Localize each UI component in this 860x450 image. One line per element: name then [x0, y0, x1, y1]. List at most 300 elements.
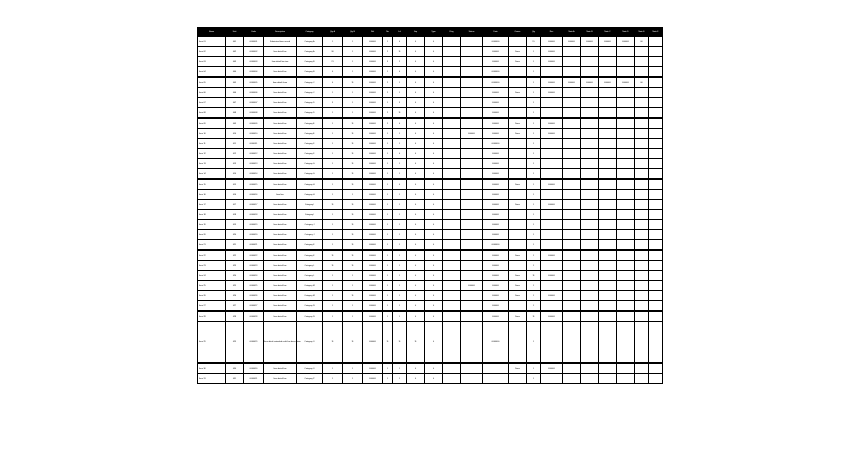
table-cell[interactable]: 0	[425, 230, 443, 240]
table-cell[interactable]: 11	[343, 220, 363, 230]
table-cell[interactable]: Item detail line	[264, 88, 297, 98]
table-cell[interactable]	[635, 250, 649, 261]
table-cell[interactable]	[635, 169, 649, 180]
table-cell[interactable]	[649, 281, 663, 291]
table-cell[interactable]: Item detail line	[264, 374, 297, 384]
table-cell[interactable]: 000000	[483, 88, 509, 98]
table-cell[interactable]: 000000	[483, 57, 509, 67]
table-cell[interactable]	[599, 88, 617, 98]
table-cell[interactable]	[635, 210, 649, 220]
table-cell[interactable]	[443, 281, 461, 291]
table-cell[interactable]	[509, 77, 527, 88]
table-cell[interactable]: Item detail line	[264, 149, 297, 159]
table-cell[interactable]: Item 06	[198, 88, 226, 98]
table-cell[interactable]	[649, 159, 663, 169]
table-cell[interactable]	[649, 57, 663, 67]
table-cell[interactable]: Category E	[297, 129, 323, 139]
table-cell[interactable]: 000000	[483, 47, 509, 57]
table-cell[interactable]: 027	[226, 301, 244, 312]
table-cell[interactable]	[617, 67, 635, 78]
table-cell[interactable]	[635, 149, 649, 159]
table-cell[interactable]	[509, 261, 527, 271]
table-cell[interactable]: 0	[425, 118, 443, 129]
table-cell[interactable]: 000000	[483, 220, 509, 230]
table-cell[interactable]: 0000015	[244, 179, 264, 190]
table-cell[interactable]	[599, 190, 617, 200]
table-cell[interactable]	[617, 179, 635, 190]
table-cell[interactable]: 0	[393, 179, 407, 190]
table-cell[interactable]: Item 02	[198, 47, 226, 57]
table-cell[interactable]	[541, 67, 563, 78]
table-cell[interactable]	[617, 190, 635, 200]
table-cell[interactable]	[581, 374, 599, 384]
table-cell[interactable]: 000000	[363, 98, 383, 108]
table-cell[interactable]: 0	[407, 149, 425, 159]
table-cell[interactable]: 000000	[483, 179, 509, 190]
table-cell[interactable]: 0	[425, 261, 443, 271]
table-cell[interactable]: 0000006	[244, 88, 264, 98]
table-cell[interactable]: Item detail line two	[264, 57, 297, 67]
table-cell[interactable]: 0000025	[244, 281, 264, 291]
table-cell[interactable]	[509, 301, 527, 312]
table-cell[interactable]	[563, 88, 581, 98]
table-cell[interactable]: Item detail line	[264, 210, 297, 220]
table-cell[interactable]	[581, 159, 599, 169]
table-cell[interactable]: 1	[343, 301, 363, 312]
table-cell[interactable]: Category N	[297, 311, 323, 322]
table-cell[interactable]: Category D	[297, 108, 323, 119]
table-cell[interactable]: Item 08	[198, 108, 226, 119]
table-cell[interactable]: 1	[383, 169, 393, 180]
table-cell[interactable]: Item 21	[198, 240, 226, 251]
table-cell[interactable]: 0	[407, 118, 425, 129]
table-cell[interactable]	[461, 261, 483, 271]
table-cell[interactable]	[541, 261, 563, 271]
table-cell[interactable]: 0	[407, 220, 425, 230]
table-cell[interactable]: 000000	[363, 77, 383, 88]
table-cell[interactable]	[541, 149, 563, 159]
table-cell[interactable]: 1	[527, 190, 541, 200]
table-cell[interactable]	[509, 98, 527, 108]
table-cell[interactable]	[509, 159, 527, 169]
table-cell[interactable]: 1	[393, 363, 407, 374]
column-header[interactable]: Owner	[509, 28, 527, 37]
table-cell[interactable]: Done	[509, 129, 527, 139]
table-cell[interactable]: Item 03	[198, 57, 226, 67]
table-cell[interactable]: 1	[383, 311, 393, 322]
table-cell[interactable]: 024	[226, 271, 244, 281]
table-cell[interactable]: Item detail line	[264, 159, 297, 169]
table-cell[interactable]	[635, 271, 649, 281]
table-cell[interactable]: 1	[527, 363, 541, 374]
table-cell[interactable]: 0000010	[244, 129, 264, 139]
table-cell[interactable]	[443, 139, 461, 149]
table-cell[interactable]	[563, 47, 581, 57]
table-cell[interactable]	[581, 281, 599, 291]
table-cell[interactable]	[461, 179, 483, 190]
table-cell[interactable]	[563, 129, 581, 139]
table-cell[interactable]: 1	[527, 301, 541, 312]
table-cell[interactable]: Done	[509, 118, 527, 129]
table-cell[interactable]: 0	[323, 77, 343, 88]
table-cell[interactable]	[649, 311, 663, 322]
table-cell[interactable]	[541, 169, 563, 180]
table-cell[interactable]: Done	[509, 311, 527, 322]
table-cell[interactable]	[649, 291, 663, 301]
table-cell[interactable]: Done	[509, 179, 527, 190]
table-cell[interactable]: 1	[527, 220, 541, 230]
table-cell[interactable]	[581, 322, 599, 364]
table-cell[interactable]: 000000	[363, 250, 383, 261]
table-cell[interactable]: 11	[527, 311, 541, 322]
column-header[interactable]: Note B	[581, 28, 599, 37]
table-cell[interactable]: 000000	[541, 291, 563, 301]
table-cell[interactable]: 3	[383, 57, 393, 67]
table-cell[interactable]	[443, 200, 461, 210]
table-cell[interactable]	[461, 88, 483, 98]
table-cell[interactable]: 0	[407, 240, 425, 251]
table-cell[interactable]: 011	[226, 139, 244, 149]
table-cell[interactable]: 1	[383, 179, 393, 190]
table-cell[interactable]: 1	[323, 291, 343, 301]
table-cell[interactable]: Item detail line	[264, 261, 297, 271]
table-cell[interactable]: 0000030	[244, 363, 264, 374]
table-cell[interactable]: Item 14	[198, 169, 226, 180]
table-cell[interactable]	[461, 47, 483, 57]
column-header[interactable]: Qty	[527, 28, 541, 37]
table-cell[interactable]: 0	[407, 169, 425, 180]
column-header[interactable]: Grp	[407, 28, 425, 37]
table-cell[interactable]: 000000	[363, 139, 383, 149]
table-cell[interactable]: Item detail extended multi line description	[264, 322, 297, 364]
table-cell[interactable]	[617, 47, 635, 57]
table-cell[interactable]: 029	[226, 322, 244, 364]
table-cell[interactable]	[617, 240, 635, 251]
table-cell[interactable]: 000000	[483, 281, 509, 291]
table-cell[interactable]	[581, 220, 599, 230]
table-cell[interactable]: 1	[383, 281, 393, 291]
table-cell[interactable]: 1	[383, 291, 393, 301]
table-cell[interactable]	[581, 230, 599, 240]
table-cell[interactable]: 1	[393, 261, 407, 271]
table-cell[interactable]	[563, 149, 581, 159]
table-cell[interactable]: Category D	[297, 98, 323, 108]
table-cell[interactable]: 000000	[541, 200, 563, 210]
table-cell[interactable]	[635, 220, 649, 230]
table-cell[interactable]: 0	[393, 149, 407, 159]
table-cell[interactable]: Category H	[297, 190, 323, 200]
table-cell[interactable]: 000000	[541, 250, 563, 261]
table-cell[interactable]	[563, 374, 581, 384]
table-cell[interactable]	[443, 322, 461, 364]
table-cell[interactable]: 0	[407, 271, 425, 281]
table-cell[interactable]: 0	[425, 291, 443, 301]
table-cell[interactable]: 0000003	[244, 57, 264, 67]
table-cell[interactable]: 0	[425, 149, 443, 159]
table-cell[interactable]	[483, 374, 509, 384]
table-cell[interactable]: 1	[323, 271, 343, 281]
table-cell[interactable]: 000000	[581, 37, 599, 47]
table-cell[interactable]	[581, 108, 599, 119]
table-cell[interactable]: Item line	[264, 190, 297, 200]
table-cell[interactable]	[649, 374, 663, 384]
column-header[interactable]: Note E	[635, 28, 649, 37]
table-cell[interactable]: Item 30	[198, 363, 226, 374]
table-cell[interactable]: 1	[343, 190, 363, 200]
table-cell[interactable]	[461, 57, 483, 67]
table-cell[interactable]	[563, 159, 581, 169]
table-cell[interactable]: Item detail line	[264, 98, 297, 108]
table-cell[interactable]	[443, 311, 461, 322]
table-cell[interactable]: 008	[226, 108, 244, 119]
table-cell[interactable]: 1	[323, 230, 343, 240]
table-cell[interactable]: Category G	[297, 159, 323, 169]
table-cell[interactable]: 0	[407, 88, 425, 98]
table-cell[interactable]	[617, 322, 635, 364]
table-cell[interactable]: 026	[226, 291, 244, 301]
table-cell[interactable]	[509, 240, 527, 251]
table-cell[interactable]	[581, 139, 599, 149]
table-cell[interactable]: 1	[527, 88, 541, 98]
table-cell[interactable]: 1	[383, 250, 393, 261]
table-cell[interactable]	[461, 301, 483, 312]
table-cell[interactable]: 000000	[363, 200, 383, 210]
table-cell[interactable]	[599, 200, 617, 210]
table-cell[interactable]: 1	[393, 301, 407, 312]
table-cell[interactable]	[483, 363, 509, 374]
table-cell[interactable]: 0	[393, 118, 407, 129]
table-cell[interactable]: 000000	[483, 129, 509, 139]
table-cell[interactable]	[635, 301, 649, 312]
table-cell[interactable]: 1	[527, 291, 541, 301]
table-cell[interactable]: 30	[323, 47, 343, 57]
table-cell[interactable]: 0	[407, 159, 425, 169]
table-cell[interactable]	[581, 57, 599, 67]
table-cell[interactable]: 000000	[541, 311, 563, 322]
table-cell[interactable]	[541, 190, 563, 200]
table-cell[interactable]: 1	[393, 240, 407, 251]
table-cell[interactable]: 000000	[563, 77, 581, 88]
table-cell[interactable]: 0000018	[244, 210, 264, 220]
table-cell[interactable]: 1	[323, 108, 343, 119]
table-cell[interactable]	[649, 47, 663, 57]
table-cell[interactable]: Category O	[297, 363, 323, 374]
table-cell[interactable]: Item 13	[198, 159, 226, 169]
table-cell[interactable]	[509, 67, 527, 78]
table-cell[interactable]: 0	[425, 250, 443, 261]
table-cell[interactable]: Category M	[297, 281, 323, 291]
table-cell[interactable]	[443, 159, 461, 169]
table-cell[interactable]: 11	[393, 47, 407, 57]
table-cell[interactable]	[541, 139, 563, 149]
table-cell[interactable]	[581, 179, 599, 190]
table-cell[interactable]	[617, 230, 635, 240]
table-cell[interactable]	[649, 108, 663, 119]
table-cell[interactable]: 0	[407, 200, 425, 210]
table-cell[interactable]: 1	[383, 301, 393, 312]
table-cell[interactable]: 11	[343, 291, 363, 301]
table-cell[interactable]: 1	[343, 57, 363, 67]
table-cell[interactable]	[599, 363, 617, 374]
column-header[interactable]: Note C	[599, 28, 617, 37]
table-cell[interactable]: 0	[407, 190, 425, 200]
table-cell[interactable]: 0000000	[483, 139, 509, 149]
table-cell[interactable]: 1	[527, 108, 541, 119]
table-cell[interactable]	[461, 159, 483, 169]
table-cell[interactable]: 000000	[363, 281, 383, 291]
table-cell[interactable]: Item 11	[198, 139, 226, 149]
table-cell[interactable]	[541, 230, 563, 240]
table-cell[interactable]: 0	[425, 37, 443, 47]
table-cell[interactable]: 21	[323, 57, 343, 67]
table-cell[interactable]	[563, 271, 581, 281]
table-cell[interactable]: 00	[635, 37, 649, 47]
table-cell[interactable]	[443, 129, 461, 139]
table-cell[interactable]	[581, 47, 599, 57]
table-cell[interactable]: 2	[383, 108, 393, 119]
table-cell[interactable]: 0	[425, 159, 443, 169]
table-cell[interactable]: 019	[226, 220, 244, 230]
table-cell[interactable]: 0	[425, 129, 443, 139]
table-cell[interactable]	[649, 118, 663, 129]
table-cell[interactable]: Category I	[297, 200, 323, 210]
table-cell[interactable]	[581, 363, 599, 374]
table-cell[interactable]: 000000	[363, 230, 383, 240]
table-cell[interactable]: Category E	[297, 118, 323, 129]
table-cell[interactable]: 0000007	[244, 98, 264, 108]
table-cell[interactable]: 1	[393, 77, 407, 88]
table-cell[interactable]: 000000	[483, 190, 509, 200]
table-cell[interactable]: Item detail line	[264, 169, 297, 180]
table-cell[interactable]: 0	[425, 67, 443, 78]
table-cell[interactable]: 000000	[541, 363, 563, 374]
table-cell[interactable]: 11	[323, 250, 343, 261]
table-cell[interactable]: 025	[226, 281, 244, 291]
table-cell[interactable]	[581, 311, 599, 322]
table-cell[interactable]: 0	[425, 363, 443, 374]
column-header[interactable]: Ref	[363, 28, 383, 37]
table-cell[interactable]: Item 12	[198, 149, 226, 159]
table-cell[interactable]	[649, 169, 663, 180]
table-cell[interactable]: 000000	[363, 291, 383, 301]
column-header[interactable]: Code	[244, 28, 264, 37]
table-cell[interactable]	[443, 118, 461, 129]
table-cell[interactable]: 000000	[541, 129, 563, 139]
table-cell[interactable]: 000000	[363, 37, 383, 47]
table-cell[interactable]: Done	[509, 271, 527, 281]
table-cell[interactable]	[617, 363, 635, 374]
table-cell[interactable]	[443, 37, 461, 47]
table-cell[interactable]: 000000	[581, 77, 599, 88]
table-cell[interactable]: 000000	[541, 57, 563, 67]
table-cell[interactable]: 031	[226, 374, 244, 384]
table-cell[interactable]: 0	[425, 281, 443, 291]
table-cell[interactable]: 1	[383, 261, 393, 271]
table-cell[interactable]: 003	[226, 57, 244, 67]
table-cell[interactable]: 0	[323, 67, 343, 78]
table-cell[interactable]	[443, 67, 461, 78]
table-cell[interactable]: 1	[323, 169, 343, 180]
table-cell[interactable]: Item detail line	[264, 108, 297, 119]
table-cell[interactable]: Item 01	[198, 37, 226, 47]
table-cell[interactable]	[581, 250, 599, 261]
table-cell[interactable]: 1	[527, 47, 541, 57]
table-cell[interactable]: 00	[635, 77, 649, 88]
column-header[interactable]: Unit	[226, 28, 244, 37]
table-cell[interactable]: 1	[383, 98, 393, 108]
table-cell[interactable]: 0000011	[244, 139, 264, 149]
table-cell[interactable]: Category J	[297, 230, 323, 240]
table-cell[interactable]: 1	[393, 159, 407, 169]
table-cell[interactable]	[599, 47, 617, 57]
table-cell[interactable]: 0	[407, 261, 425, 271]
table-cell[interactable]: 000000	[541, 77, 563, 88]
table-cell[interactable]	[563, 240, 581, 251]
table-cell[interactable]: 020	[226, 230, 244, 240]
table-cell[interactable]: Category K	[297, 240, 323, 251]
table-cell[interactable]: 1	[383, 139, 393, 149]
table-cell[interactable]: 000000	[363, 271, 383, 281]
table-cell[interactable]: 1	[393, 220, 407, 230]
table-cell[interactable]	[599, 57, 617, 67]
table-cell[interactable]: 000000	[483, 210, 509, 220]
table-cell[interactable]	[635, 190, 649, 200]
table-cell[interactable]: Item 18	[198, 210, 226, 220]
table-cell[interactable]: 000000	[483, 291, 509, 301]
table-cell[interactable]: 0	[407, 230, 425, 240]
table-cell[interactable]: 1	[383, 220, 393, 230]
table-cell[interactable]	[635, 291, 649, 301]
table-cell[interactable]	[509, 210, 527, 220]
table-cell[interactable]	[461, 210, 483, 220]
column-header[interactable]: Name	[198, 28, 226, 37]
table-cell[interactable]: 1	[527, 98, 541, 108]
table-cell[interactable]: 1	[393, 230, 407, 240]
table-cell[interactable]: 11	[343, 230, 363, 240]
table-cell[interactable]: Category G	[297, 169, 323, 180]
table-cell[interactable]: 000000	[483, 108, 509, 119]
table-cell[interactable]: 1	[393, 190, 407, 200]
table-cell[interactable]: 009	[226, 118, 244, 129]
table-cell[interactable]: 1	[323, 301, 343, 312]
table-cell[interactable]: 1	[393, 271, 407, 281]
table-cell[interactable]	[599, 240, 617, 251]
table-cell[interactable]: 001	[226, 37, 244, 47]
table-cell[interactable]: 000000	[363, 190, 383, 200]
table-cell[interactable]: Done	[509, 200, 527, 210]
table-cell[interactable]: 000000	[363, 363, 383, 374]
table-cell[interactable]: 000000	[363, 108, 383, 119]
table-cell[interactable]	[509, 374, 527, 384]
table-cell[interactable]: Done	[509, 291, 527, 301]
table-cell[interactable]	[635, 129, 649, 139]
table-cell[interactable]: Item detail line	[264, 250, 297, 261]
table-cell[interactable]: 0000008	[244, 108, 264, 119]
column-header[interactable]: Note F	[649, 28, 663, 37]
table-cell[interactable]: 0000004	[244, 67, 264, 78]
table-cell[interactable]: 0	[425, 200, 443, 210]
table-cell[interactable]	[617, 159, 635, 169]
table-cell[interactable]: 1	[527, 129, 541, 139]
table-cell[interactable]	[443, 230, 461, 240]
table-cell[interactable]	[635, 311, 649, 322]
column-header[interactable]: Lvl	[393, 28, 407, 37]
table-cell[interactable]: 000000	[483, 271, 509, 281]
table-cell[interactable]: 0	[425, 240, 443, 251]
table-cell[interactable]: 000000	[461, 129, 483, 139]
table-cell[interactable]: 0000014	[244, 169, 264, 180]
table-cell[interactable]: 000000	[363, 311, 383, 322]
